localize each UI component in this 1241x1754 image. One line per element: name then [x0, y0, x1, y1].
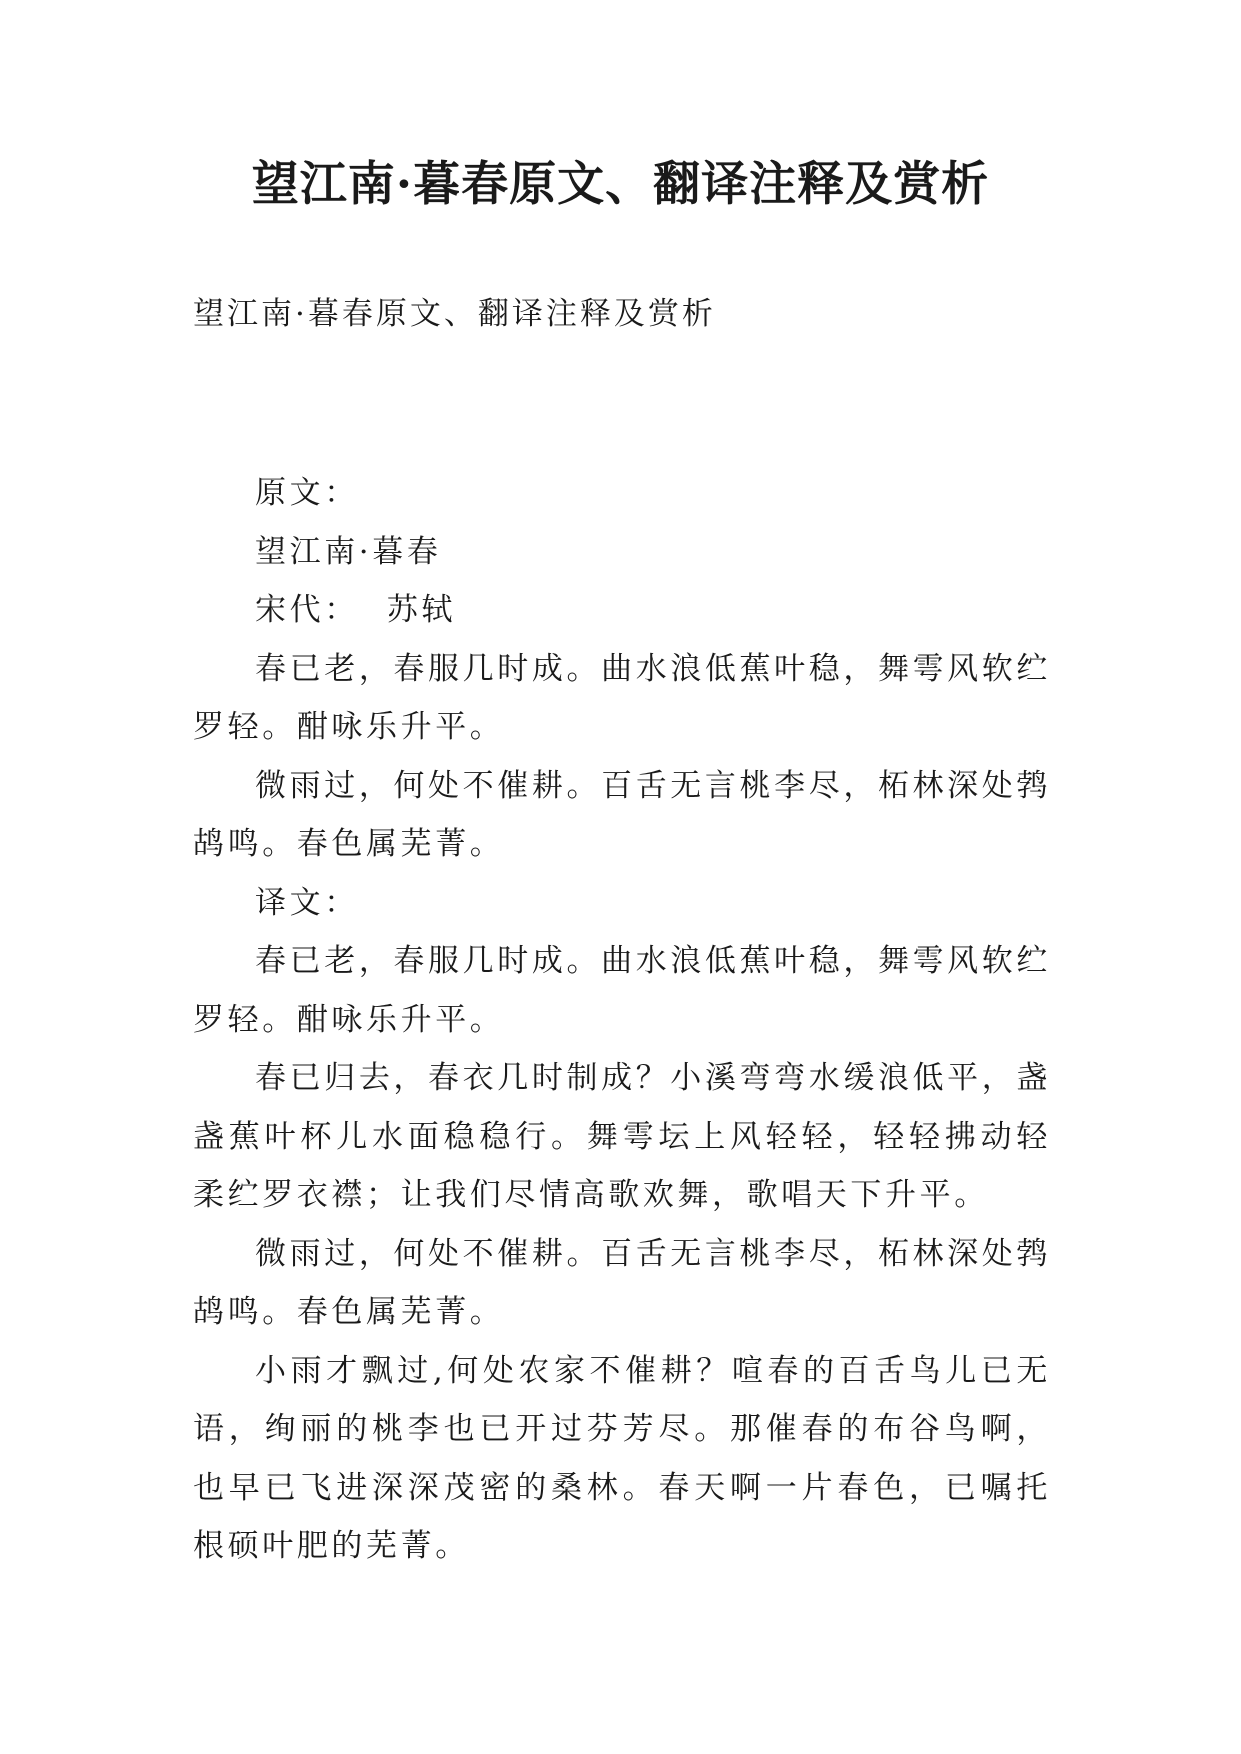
document-title: 望江南·暮春原文、翻译注释及赏析: [251, 157, 990, 212]
poem-author-line: [193, 581, 1051, 640]
original-stanza-1: 春已老，春服几时成。曲水浪低蕉叶稳，舞雩风软纻罗轻。酣咏乐升平。: [193, 650, 1051, 745]
translation-text-2: 小雨才飘过,何处农家不催耕？喧春的百舌鸟儿已无语，绚丽的桃李也已开过芬芳尽。那催春的布谷鸟啊，也早已飞进深深茂密的桑林。春天啊一片春色，已嘱托根硕叶肥的芜菁。: [193, 1352, 1051, 1564]
translation-label: 译文：: [255, 884, 359, 921]
poem-author: 苏轼: [386, 592, 457, 628]
original-label: 原文：: [255, 475, 359, 511]
translation-text-1: 春已归去，春衣几时制成？小溪弯弯水缓浪低平，盏盏蕉叶杯儿水面稳稳行。舞雩坛上风轻轻，轻轻拂动轻柔纻罗衣襟；让我们尽情高歌欢舞，歌唱天下升平。: [193, 1060, 1051, 1213]
poem-dynasty: 宋代：: [255, 592, 359, 628]
document-body: [193, 464, 1051, 1576]
document-subtitle: 望江南·暮春原文、翻译注释及赏析: [193, 296, 716, 332]
original-stanza-2: 微雨过，何处不催耕。百舌无言桃李尽，柘林深处鹁鸪鸣。春色属芜菁。: [193, 767, 1051, 862]
translation-quote-2: 微雨过，何处不催耕。百舌无言桃李尽，柘林深处鹁鸪鸣。春色属芜菁。: [193, 1235, 1051, 1330]
poem-title: 望江南·暮春: [255, 533, 442, 570]
translation-quote-1: 春已老，春服几时成。曲水浪低蕉叶稳，舞雩风软纻罗轻。酣咏乐升平。: [193, 943, 1051, 1038]
